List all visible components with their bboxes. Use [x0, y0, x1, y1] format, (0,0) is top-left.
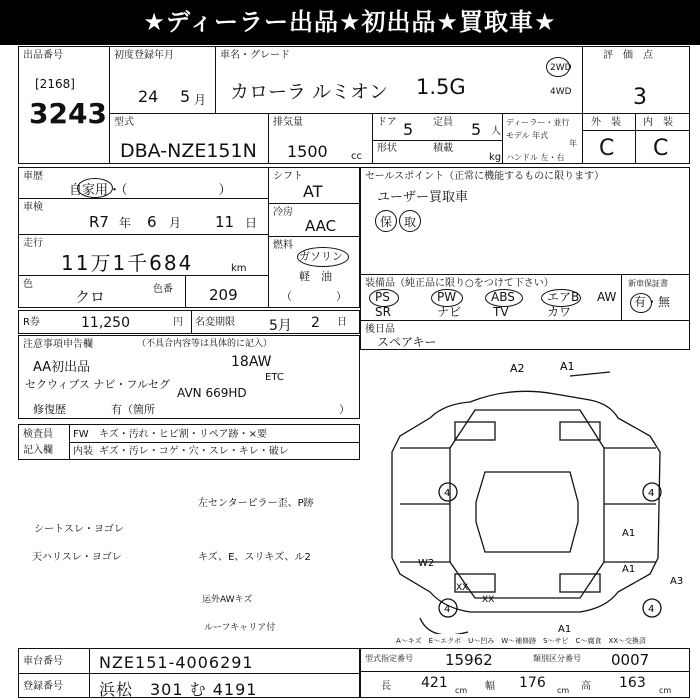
dmg-four-2: 4	[648, 488, 655, 499]
left-note-1: シートスレ・ヨゴレ	[34, 524, 124, 535]
rear-label: 後日品	[365, 324, 395, 335]
model-box	[109, 113, 269, 164]
equip-navi: ナビ	[437, 305, 462, 319]
fuel-label: 燃料	[273, 240, 293, 251]
inspector-row2-head: 内装	[73, 446, 93, 457]
stamp-2-text: 取	[404, 215, 417, 229]
expiry-day-unit: 日	[337, 317, 347, 328]
equipment-label: 装備品（純正品に限り○をつけて下さい）	[365, 278, 554, 289]
chassis-box	[18, 648, 360, 674]
drive-2wd: 2WD	[550, 63, 572, 73]
color-box	[18, 275, 269, 308]
banner-title: ★ディーラー出品★初出品★買取車★	[0, 0, 700, 45]
car-name: カローラ ルミオン	[230, 81, 389, 103]
handle-label: ハンドル 左・右	[506, 153, 565, 162]
sales-label: セールスポイント（正常に機能するものに限ります）	[365, 171, 605, 182]
equip-aw: AW	[597, 290, 617, 304]
notes-line1: AA初出品	[33, 360, 91, 375]
door-value: 5	[403, 120, 414, 139]
score-value: 3	[633, 85, 647, 110]
km-unit: km	[231, 263, 247, 274]
fuel-box	[268, 236, 360, 308]
model-value: DBA-NZE151N	[120, 140, 257, 162]
inspector-label-2: 記入欄	[23, 445, 53, 456]
dmg-a3: A3	[670, 576, 684, 587]
dmg-four-1: 4	[444, 488, 451, 499]
lot-number: 3243	[29, 97, 107, 130]
insp-month-unit: 月	[169, 216, 182, 230]
color-no-label: 色番	[153, 284, 173, 295]
year-unit: 年	[569, 139, 577, 148]
recycle-value: 11,250	[81, 315, 130, 331]
dmg-xx-2: XX	[482, 595, 495, 605]
length-value: 421	[421, 675, 448, 691]
displacement-box	[268, 113, 373, 164]
shift-label: シフト	[273, 171, 303, 182]
dmg-four-4: 4	[648, 604, 655, 615]
mid-note-1: 左センターピラー歪、P跡	[198, 498, 314, 509]
spec-box	[360, 648, 690, 698]
ac-label: 冷房	[273, 207, 293, 218]
class-label: 類別区分番号	[533, 654, 581, 663]
inspection-box	[18, 198, 269, 235]
equip-ps: PS	[375, 290, 390, 304]
load-label: 積載	[433, 143, 453, 154]
damage-legend: A～キズ E～エクボ U～凹み W～補修跡 S～サビ C～腐食 XX～交換済	[396, 637, 647, 645]
notes-label: 注意事項申告欄	[23, 339, 93, 350]
insp-month: 6	[147, 213, 157, 231]
grade: 1.5G	[416, 75, 466, 99]
equip-pw: PW	[437, 290, 457, 304]
score-box	[582, 46, 690, 114]
dmg-a1-bottom: A1	[558, 624, 572, 634]
repair-close: ）	[339, 403, 350, 416]
fuel-gas: ガソリン	[299, 250, 343, 263]
dealer-label: ディーラー・並行	[506, 118, 570, 127]
capacity-value: 5	[471, 120, 482, 139]
rear-value: スペアキー	[377, 335, 437, 349]
score-label: 評 価 点	[603, 50, 653, 61]
first-reg-month-unit: 月	[194, 93, 207, 107]
stamp-1-text: 保	[380, 215, 393, 229]
lot-box	[18, 46, 110, 164]
insp-era: R7	[89, 213, 109, 231]
ac-value: AAC	[305, 217, 337, 235]
model-cert-label: 型式指定番号	[365, 654, 413, 663]
inspection-label: 車検	[23, 202, 43, 213]
inspector-box	[18, 424, 360, 460]
insp-year-unit: 年	[119, 216, 132, 230]
warranty-circle	[630, 293, 652, 313]
first-reg-label: 初度登録年月	[114, 50, 174, 61]
displacement-value: 1500	[287, 142, 328, 161]
fuel-circle	[297, 247, 349, 267]
shape-label: 形状	[377, 143, 397, 154]
notes-line1b: 18AW	[231, 354, 272, 370]
length-unit: cm	[455, 686, 468, 695]
height-label: 高	[581, 681, 591, 692]
car-diagram	[360, 352, 690, 634]
usage-circle	[77, 178, 113, 198]
first-reg-year: 24	[138, 87, 159, 106]
mid-note-3: 运外AWキズ	[202, 595, 253, 605]
kg-unit: kg	[489, 152, 502, 163]
warranty-value: 有・無	[634, 295, 671, 309]
mileage-box	[18, 234, 269, 276]
chassis-label: 車台番号	[23, 656, 63, 667]
equipment-box	[360, 274, 622, 321]
warranty-label: 新車保証書	[628, 279, 668, 288]
inspector-label-1: 検査員	[23, 429, 53, 440]
capacity-unit: 人	[491, 126, 501, 137]
equip-leather: カワ	[547, 305, 572, 319]
inspector-row1-head: FW	[73, 429, 89, 440]
mid-note-2: キズ、E、スリキズ、ル2	[198, 552, 311, 563]
notes-box	[18, 335, 360, 419]
height-unit: cm	[659, 686, 672, 695]
ext-int-box	[582, 113, 690, 164]
dmg-a1-side-2: A1	[622, 564, 636, 575]
dmg-a2: A2	[510, 362, 525, 375]
mileage-label: 走行	[23, 238, 43, 249]
reg-label: 登録番号	[23, 681, 63, 692]
width-unit: cm	[557, 686, 570, 695]
fuel-diesel: 軽 油	[299, 270, 332, 283]
dmg-a1-side: A1	[622, 528, 636, 539]
color-value: クロ	[75, 288, 106, 306]
auction-sheet	[18, 46, 690, 698]
ac-box	[268, 203, 360, 237]
lot-label: 出品番号	[23, 50, 63, 61]
sales-box	[360, 167, 690, 275]
fuel-paren: （ ）	[281, 290, 347, 303]
displacement-label: 排気量	[273, 117, 303, 128]
lot-small: [2168]	[35, 77, 75, 91]
equip-airbag: エアB	[547, 290, 580, 304]
notes-hint: （不具合内容等は具体的に記入）	[137, 339, 273, 349]
reg-value: 浜松 301 む 4191	[99, 680, 258, 699]
inspector-row2: ギズ・汚レ・コゲ・穴・スレ・キレ・破レ	[99, 446, 289, 457]
class-value: 0007	[611, 651, 650, 669]
notes-line2: セクウィブス ナビ・フルセグ	[25, 378, 170, 391]
repair-label: 修復歴	[33, 403, 66, 416]
dmg-a1-top: A1	[560, 360, 575, 373]
recycle-box	[18, 310, 360, 334]
width-value: 176	[519, 675, 546, 691]
dmg-xx-1: XX	[456, 583, 469, 593]
width-label: 幅	[485, 681, 495, 692]
first-reg-month: 5	[180, 87, 191, 106]
expiry-label: 名変期限	[195, 317, 235, 328]
sales-line1: ユーザー買取車	[377, 190, 469, 205]
ext-label: 外 装	[591, 117, 621, 128]
mid-note-4: ルーフキャリア付	[204, 623, 276, 633]
equip-abs: ABS	[491, 290, 515, 304]
model-cert-value: 15962	[445, 651, 493, 669]
ext-grade: C	[599, 136, 615, 161]
first-reg-box	[109, 46, 216, 114]
color-label: 色	[23, 279, 33, 290]
int-label: 内 装	[643, 117, 673, 128]
reg-box	[18, 673, 360, 698]
height-value: 163	[619, 675, 646, 691]
drive-4wd: 4WD	[550, 87, 572, 97]
equip-tv: TV	[493, 305, 509, 319]
notes-line2b: AVN 669HD	[177, 386, 247, 400]
cc-unit: cc	[351, 151, 362, 162]
usage-value: 自家用・（ ）	[69, 183, 232, 198]
expiry-day: 2	[311, 315, 320, 331]
warranty-box	[621, 274, 690, 321]
drive-circle	[546, 57, 570, 77]
dmg-four-3: 4	[444, 604, 451, 615]
model-year-label: モデル 年式	[506, 131, 549, 140]
door-label: ドア	[377, 117, 397, 128]
mileage-value: 11万1千684	[61, 251, 194, 275]
car-name-label: 車名・グレード	[220, 50, 290, 61]
usage-box	[18, 167, 269, 199]
notes-line1c: ETC	[265, 372, 284, 383]
length-label: 長	[381, 681, 391, 692]
shift-box	[268, 167, 360, 204]
repair-value: 有（箇所	[111, 403, 155, 416]
dmg-w2: W2	[418, 558, 435, 569]
recycle-label: R券	[23, 317, 40, 328]
insp-day: 11	[215, 213, 235, 231]
rear-box	[360, 320, 690, 350]
capacity-label: 定員	[433, 117, 453, 128]
left-note-2: 天ハリスレ・ヨゴレ	[32, 552, 122, 563]
color-no-value: 209	[209, 286, 238, 304]
int-grade: C	[653, 136, 669, 161]
dealer-box	[502, 113, 583, 164]
equip-sr: SR	[375, 305, 391, 319]
insp-day-unit: 日	[245, 216, 258, 230]
expiry-month: 5月	[269, 318, 292, 334]
usage-label: 車歴	[23, 171, 43, 182]
car-name-box	[215, 46, 583, 114]
shift-value: AT	[303, 182, 323, 201]
model-label: 型式	[114, 117, 134, 128]
door-box	[372, 113, 503, 164]
yen-unit: 円	[173, 317, 183, 328]
chassis-value: NZE151-4006291	[99, 653, 254, 672]
inspector-row1: キズ・汚れ・ヒビ割・リペア跡・×要	[99, 429, 267, 440]
